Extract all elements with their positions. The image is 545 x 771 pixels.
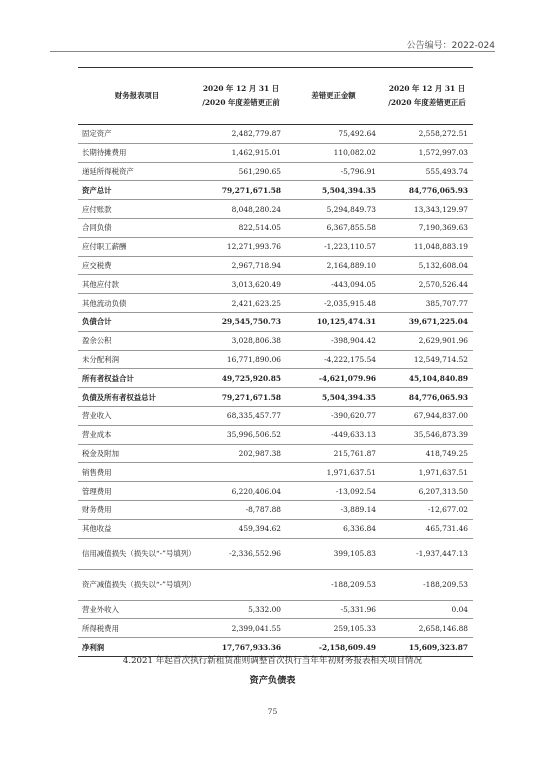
value-before: 8,048,280.24 [196,200,286,219]
row-label: 递延所得税资产 [78,162,196,181]
value-before: 2,421,623.25 [196,294,286,313]
correction-amount: 10,125,474.31 [286,312,381,331]
correction-amount: -4,621,079.96 [286,369,381,388]
correction-amount: -1,223,110.57 [286,237,381,256]
value-before: 2,967,718.94 [196,256,286,275]
value-after: 6,207,313.50 [381,482,473,501]
correction-amount: 215,761.87 [286,444,381,463]
table-row [78,569,473,600]
row-label: 营业成本 [78,425,196,444]
correction-amount: 1,971,637.51 [286,463,381,482]
row-label: 信用减值损失（损失以“-”号填列） [78,538,196,569]
value-before: 822,514.05 [196,218,286,237]
value-after: 2,558,272.51 [381,125,473,144]
table-row [78,181,473,200]
table-row [78,369,473,388]
table-row [78,331,473,350]
col-header-before: 2020 年 12 月 31 日 /2020 年度差错更正前 [196,68,286,125]
value-after: 84,776,065.93 [381,388,473,407]
value-before: 79,271,671.58 [196,388,286,407]
correction-amount: 5,294,849.73 [286,200,381,219]
row-label: 盈余公积 [78,331,196,350]
value-after: 0.04 [381,600,473,619]
table-row [78,218,473,237]
value-before: 561,290.65 [196,162,286,181]
row-label: 合同负债 [78,218,196,237]
value-before: -8,787.88 [196,500,286,519]
restatement-table [78,67,473,657]
row-label: 其他应付款 [78,275,196,294]
row-label: 应交税费 [78,256,196,275]
value-after: 11,048,883.19 [381,237,473,256]
row-label: 应付职工薪酬 [78,237,196,256]
correction-amount: -2,035,915.48 [286,294,381,313]
value-after: 418,749.25 [381,444,473,463]
table-row [78,388,473,407]
correction-amount: 2,164,889.10 [286,256,381,275]
value-after: 2,629,901.96 [381,331,473,350]
table-row [78,200,473,219]
col-header-after: 2020 年 12 月 31 日 /2020 年度差错更正后 [381,68,473,125]
row-label: 所有者权益合计 [78,369,196,388]
value-after: 555,493.74 [381,162,473,181]
value-before: 49,725,920.85 [196,369,286,388]
value-after: -1,937,447.13 [381,538,473,569]
table-row [78,619,473,638]
row-label: 资产总计 [78,181,196,200]
row-label: 税金及附加 [78,444,196,463]
row-label: 未分配利润 [78,350,196,369]
correction-amount: -4,222,175.54 [286,350,381,369]
row-label: 资产减值损失（损失以“-”号填列） [78,569,196,600]
value-before: 6,220,406.04 [196,482,286,501]
correction-amount: -188,209.53 [286,569,381,600]
table-row [78,162,473,181]
correction-amount: 6,336.84 [286,519,381,538]
correction-amount: 5,504,394.35 [286,181,381,200]
value-before: -2,336,552.96 [196,538,286,569]
row-label: 管理费用 [78,482,196,501]
value-after: 84,776,065.93 [381,181,473,200]
table-row [78,350,473,369]
value-before: 5,332.00 [196,600,286,619]
correction-amount: -3,889.14 [286,500,381,519]
value-before [196,463,286,482]
value-after: -188,209.53 [381,569,473,600]
value-after: 465,731.46 [381,519,473,538]
value-after: 39,671,225.04 [381,312,473,331]
correction-amount: 110,082.02 [286,143,381,162]
value-after: 2,570,526.44 [381,275,473,294]
value-before [196,569,286,600]
section-subheading: 资产负债表 [249,675,296,686]
value-after: 1,572,997.03 [381,143,473,162]
correction-amount: 399,105.83 [286,538,381,569]
announcement-number: 公告编号：2022-024 [406,41,495,51]
table-row [78,125,473,144]
value-before: 459,394.62 [196,519,286,538]
value-before: 1,462,915.01 [196,143,286,162]
section-note: 4.2021 年起首次执行新租赁准则调整首次执行当年年初财务报表相关项目情况 [122,656,423,666]
value-before: 68,335,457.77 [196,406,286,425]
col-header-item: 财务报表项目 [78,68,196,125]
table-row [78,237,473,256]
value-after: 13,343,129.97 [381,200,473,219]
table-row [78,256,473,275]
value-after: 45,104,840.89 [381,369,473,388]
value-after: 12,549,714.52 [381,350,473,369]
value-after: 5,132,608.04 [381,256,473,275]
row-label: 其他流动负债 [78,294,196,313]
correction-amount: -2,158,609.49 [286,638,381,657]
value-before: 3,028,806.38 [196,331,286,350]
value-after: 1,971,637.51 [381,463,473,482]
row-label: 营业收入 [78,406,196,425]
value-before: 3,013,620.49 [196,275,286,294]
row-label: 营业外收入 [78,600,196,619]
table-row [78,275,473,294]
correction-amount: -5,331.96 [286,600,381,619]
table-row [78,294,473,313]
correction-amount: 5,504,394.35 [286,388,381,407]
value-before: 2,399,041.55 [196,619,286,638]
table-header-row [78,68,473,125]
value-before: 17,767,933.36 [196,638,286,657]
correction-amount: -449,633.13 [286,425,381,444]
table-row [78,463,473,482]
value-after: 67,944,837.00 [381,406,473,425]
table-row [78,538,473,569]
table-row [78,519,473,538]
row-label: 财务费用 [78,500,196,519]
value-after: -12,677.02 [381,500,473,519]
row-label: 应付账款 [78,200,196,219]
correction-amount: 75,492.64 [286,125,381,144]
col-header-amount: 差错更正金额 [286,68,381,125]
table-row [78,312,473,331]
row-label: 长期待摊费用 [78,143,196,162]
value-after: 2,658,146.88 [381,619,473,638]
table-row [78,444,473,463]
value-before: 12,271,993.76 [196,237,286,256]
row-label: 销售费用 [78,463,196,482]
value-before: 29,545,750.73 [196,312,286,331]
correction-amount: 259,105.33 [286,619,381,638]
table-row [78,600,473,619]
row-label: 负债及所有者权益总计 [78,388,196,407]
value-after: 7,190,369.63 [381,218,473,237]
table-row [78,500,473,519]
header-divider [50,51,495,52]
row-label: 其他收益 [78,519,196,538]
row-label: 所得税费用 [78,619,196,638]
table-row [78,143,473,162]
value-before: 79,271,671.58 [196,181,286,200]
row-label: 负债合计 [78,312,196,331]
table-row [78,425,473,444]
value-after: 35,546,873.39 [381,425,473,444]
value-after: 15,609,323.87 [381,638,473,657]
correction-amount: -5,796.91 [286,162,381,181]
table-row [78,482,473,501]
row-label: 固定资产 [78,125,196,144]
page-number: 75 [267,707,278,716]
value-after: 385,707.77 [381,294,473,313]
correction-amount: -390,620.77 [286,406,381,425]
value-before: 202,987.38 [196,444,286,463]
correction-amount: 6,367,855.58 [286,218,381,237]
value-before: 2,482,779.87 [196,125,286,144]
value-before: 16,771,890.06 [196,350,286,369]
table-row [78,406,473,425]
correction-amount: -13,092.54 [286,482,381,501]
row-label: 净利润 [78,638,196,657]
value-before: 35,996,506.52 [196,425,286,444]
correction-amount: -398,904.42 [286,331,381,350]
correction-amount: -443,094.05 [286,275,381,294]
